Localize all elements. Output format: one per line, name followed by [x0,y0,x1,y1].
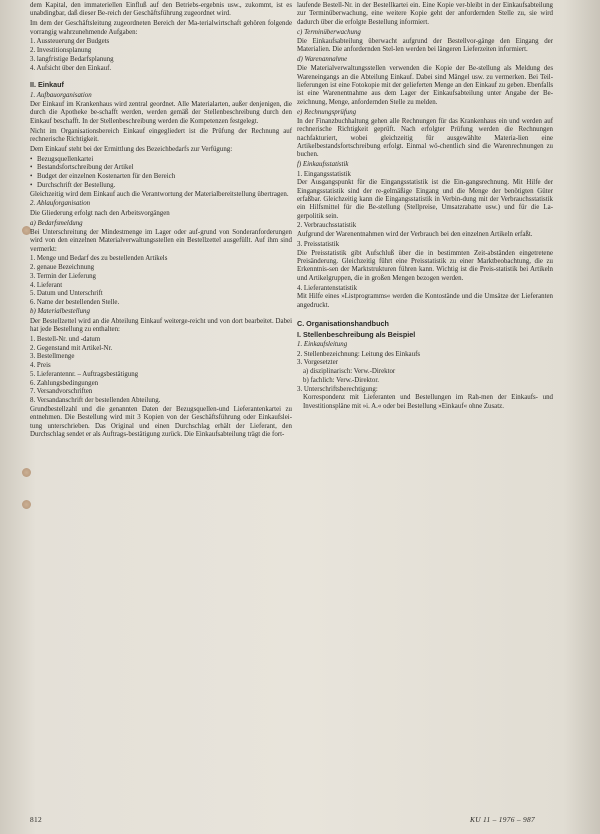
list-item: 4. Aufsicht über den Einkauf. [30,64,112,72]
list-item: 1. Aussteuerung der Budgets [30,38,110,46]
list-item: 5. Lieferantennr. – Auftragsbestätigung [30,370,139,378]
list-item: 4. Preis [30,362,51,370]
subheading: d) Warenannahme [297,56,348,64]
paragraph: Bei Unterschreitung der Mindestmenge im Lager oder auf-grund von Sonderanforderungen wird von den einzelnen Materialverwaltungsstellen ein Bestellzettel ausgefüllt. Auf ihm sind vermerkt: [30,228,292,253]
list-item: 3. Termin der Lieferung [30,272,96,280]
list-item: 6. Name der bestellenden Stelle. [30,299,120,307]
paragraph: Der Ausgangspunkt für die Eingangsstatistik ist die Ein-gangsrechnung. Mit Hilfe der Eingangsstatistik sind der re-gelmäßige Eingang und die Menge der benötigten Güter erfaßbar. Gleichzeitig kann die Eingangsstatistik in Verbin-dung mit der Verbrauchsstatistik ein Hilfsmittel für die Be-stellung (Stellpreise, Umsatzrabatte usw.) und für die La-gerpolitik sein. [297,179,553,220]
list-item: 5. Datum und Unterschrift [30,290,103,298]
punch-hole-mark [22,500,31,509]
list-item: 6. Zahlungsbedingungen [30,379,99,387]
paragraph: Im dem der Geschäftsleitung zugeordneten Bereich der Ma-terialwirtschaft gehören folgende vorrangig wahrzunehmende Aufgaben: [30,20,292,36]
left-column [30,2,292,441]
list-item: 2. Investitionsplanung [30,47,92,55]
subheading: f) Einkaufsstatistik [297,161,349,169]
paragraph: Der Einkauf im Krankenhaus wird zentral geordnet. Alle Materialarten, außer denjenigen, die durch die Apotheke be-schafft werden, werden gemäß der Stellenbeschreibung durch den Einkauf beschafft. In der Stellenbeschreibung werden die Kompetenzen festgelegt. [30,101,292,125]
list-heading: 2. Verbrauchsstatistik [297,222,357,230]
paragraph: Die Preisstatistik gibt Aufschluß über die in bestimmten Zeit-abständen eingetretene Preisänderung. Gleichzeitig führt eine Preisstatistik zu einer Marktbeobachtung, die zu Erkenntnis-sen der Marktstrukturen führen kann. Wichtig ist die Preis-statistik bei Artikeln und Artikelgruppen, die in großen Mengen bezogen werden. [297,249,553,282]
subheading: c) Terminüberwachung [297,28,361,36]
list-item: 3. Vorgesetzter [297,359,338,367]
list-item: 2. Stellenbezeichnung: Leitung des Einkaufs [297,350,421,358]
paragraph: Nicht im Organisationsbereich Einkauf eingegliedert ist die Prüfung der Rechnung auf rechnerische Richtigkeit. [30,127,292,143]
list-item: 8. Versandanschrift der bestellenden Abteilung. [30,397,161,405]
subheading: 2. Ablauforganisation [30,200,91,208]
paragraph: Dem Einkauf steht bei der Ermittlung des Bezeichbedarfs zur Verfügung: [30,145,233,153]
section-subheading: I. Stellenbeschreibung als Beispiel [297,329,416,339]
paragraph: In der Finanzbuchhaltung gehen alle Rechnungen für das Krankenhaus ein und werden auf rechnerische Richtigkeit geprüft. Nach erfolgter Prüfung werden die Rechnungen nachfakturiert, wobei gleichzeitig für ausgewählte Materia-lien eine Artikelbestandsfortschreibung erfolgt. Einmal wö-chentlich sind die Warenrechnungen zu buchen. [297,117,553,159]
bullet-item: • Bezugsquellenkartei [30,156,292,164]
subheading: 1. Einkaufsleitung [297,341,348,349]
list-item: 2. Gegenstand mit Artikel-Nr. [30,344,113,352]
list-item: 1. Menge und Bedarf des zu bestellenden Artikels [30,255,168,263]
list-item: 1. Bestell-Nr. und -datum [30,335,101,343]
paragraph: Die Gliederung erfolgt nach den Arbeitsvorgängen [30,209,170,217]
list-item: 3. Bestellmenge [30,353,75,361]
list-item: 3. Unterschriftsberechtigung: [297,385,378,393]
subheading: e) Rechnungsprüfung [297,108,357,116]
list-item: b) fachlich: Verw.-Direktor. [303,376,379,384]
right-column [297,2,553,412]
journal-reference: KU 11 – 1976 – 987 [470,815,536,824]
page-number: 812 [30,815,42,824]
subheading: 1. Aufbauorganisation [30,91,92,99]
subheading: a) Bedarfsmeldung [30,219,83,227]
bullet-item: • Durchschrift der Bestellung. [30,182,292,190]
list-item: 7. Versandvorschriften [30,388,93,396]
paragraph: laufende Bestell-Nr. in der Bestellkartei ein. Eine Kopie ver-bleibt in der Einkaufsabteilung zur Terminüberwachung, eine weitere Kopie geht der anfordernden Stelle zu, sie wird dadurch über die erfolgte Bestellung informiert. [297,2,553,26]
list-heading: 4. Lieferantenstatistik [297,284,358,292]
list-item: 4. Lieferant [30,281,63,289]
bullet-item: • Budget der einzelnen Kostenarten für den Bereich [30,173,292,181]
paragraph: Die Einkaufsabteilung überwacht aufgrund der Bestellvor-gänge den Eingang der Materialien. Die anfordernden Stel-len werden bei längeren Lieferzeiten informiert. [297,37,553,54]
paragraph: Gleichzeitig wird dem Einkauf auch die Verantwortung der Materialbereitstellung übertragen. [30,190,289,198]
paragraph: Korrespondenz mit Lieferanten und Bestellungen im Rah-men der Einkaufs- und Investitionspläne mit »i. A.« oder bei Bestellung »Einkauf« ohne Zusatz. [303,394,553,410]
list-item: a) disziplinarisch: Verw.-Direktor [303,368,396,376]
paragraph: Aufgrund der Warenentnahmen wird der Verbrauch bei den einzelnen Artikeln erfaßt. [297,231,533,239]
paragraph: Grundbestellzahl und die genannten Daten der Bezugsquellen-und Lieferantenkartei zu entnehmen. Die Bestellung wird mit 3 Kopien von der Geschäftsführung oder Einkaufslei-tung unterschrieben. Das Original und einen Durchschlag erhält der Lieferant, den Durchschlag sendet er als Auftrags-bestätigung zurück. Die Einkaufsabteilung trägt die fort- [30,405,292,438]
bullet-item: • Bestandsfortschreibung der Artikel [30,164,292,172]
paragraph: Mit Hilfe eines »Listprogramms« werden die Kontostände und die Umsätze der Lieferanten angedruckt. [297,293,553,309]
section-heading: C. Organisationshandbuch [297,318,389,328]
list-item: 3. langfristige Bedarfsplanung [30,55,114,63]
list-heading: 1. Eingangsstatistik [297,170,351,178]
list-item: 2. genaue Bezeichnung [30,264,95,272]
paragraph: Der Bestellzettel wird an die Abteilung Einkauf weiterge-reicht und von dort bearbeitet. Dabei hat jede Bestellung zu enthalten: [30,317,292,334]
subheading: b) Materialbestellung [30,308,90,316]
punch-hole-mark [22,468,31,477]
list-heading: 3. Preisstatistik [297,241,340,249]
paragraph: dem Kapital, den immateriellen Einfluß auf den Betriebs-ergebnis usw., zukommt, ist es unabdingbar, daß dieser Be-reich der Geschäftsführung zugeordnet wird. [30,2,292,18]
paragraph: Die Materialverwaltungsstellen verwenden die Kopie der Be-stellung als Meldung des Wareneingangs an die Abteilung Einkauf. Dabei sind Mängel usw. zu vermerken. Bei Teil-lieferungen ist eine Fotokopie mit der gelieferten Menge an den Einkauf zu geben. Ebenfalls ist eine Warenentnahme aus dem Lager der Einkaufsabteilung unter Angabe der Be-zeichnung, Menge, anfordernden Stelle zu melden. [297,65,553,106]
section-heading: II. Einkauf [30,80,64,90]
